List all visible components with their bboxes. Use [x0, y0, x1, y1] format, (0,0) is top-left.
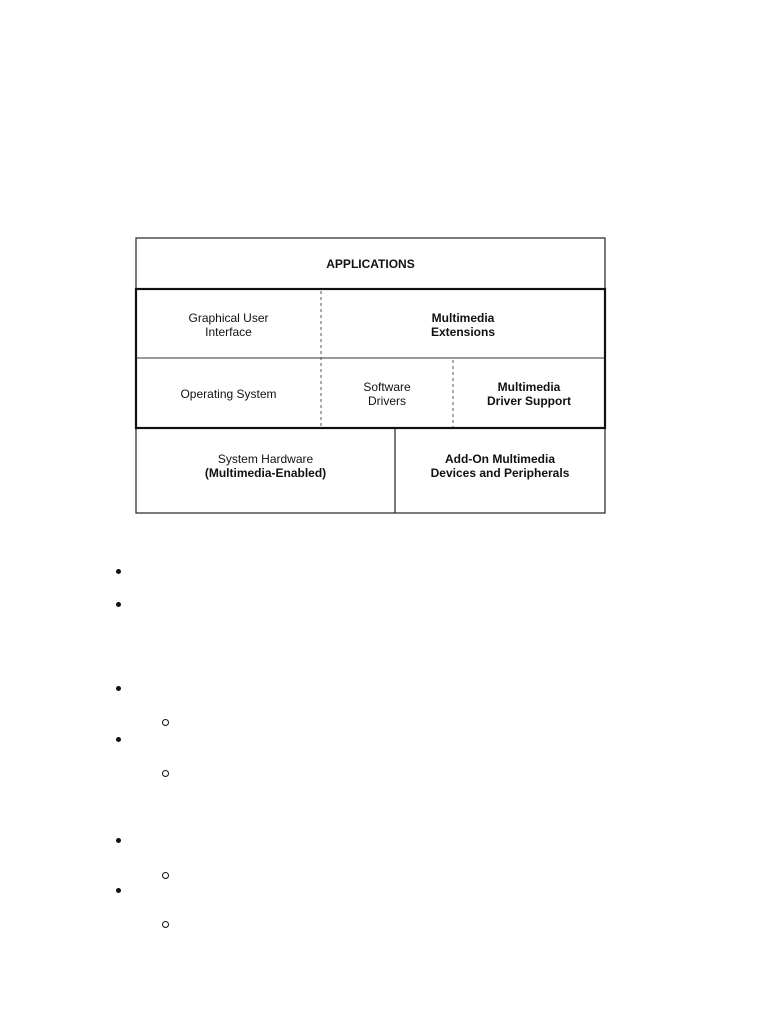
sys-hw-line2: (Multimedia-Enabled)	[204, 466, 327, 480]
mm-ext-line1: Multimedia	[431, 310, 495, 325]
addon-devices-label	[395, 429, 605, 503]
applications-text: APPLICATIONS	[326, 256, 415, 271]
mm-driver-line2: Driver Support	[486, 393, 571, 408]
applications-label	[136, 238, 605, 289]
multimedia-driver-support-label	[453, 359, 605, 428]
os-text: Operating System	[180, 386, 277, 401]
software-drivers-label	[321, 359, 453, 428]
operating-system-label	[136, 359, 321, 428]
sw-drivers-line1: Software	[363, 379, 411, 394]
gui-line2: Interface	[205, 324, 252, 339]
multimedia-extensions-label	[321, 291, 605, 358]
gui-label	[136, 291, 321, 358]
mm-driver-line1: Multimedia	[497, 379, 561, 394]
addon-line1: Add-On Multimedia	[445, 452, 555, 466]
gui-line1: Graphical User	[188, 310, 269, 325]
sw-drivers-line2: Drivers	[368, 393, 406, 408]
addon-line2: Devices and Peripherals	[430, 466, 570, 480]
sys-hw-line1: System Hardware	[217, 452, 314, 466]
mm-ext-line2: Extensions	[430, 324, 496, 339]
system-hardware-label	[136, 429, 395, 503]
